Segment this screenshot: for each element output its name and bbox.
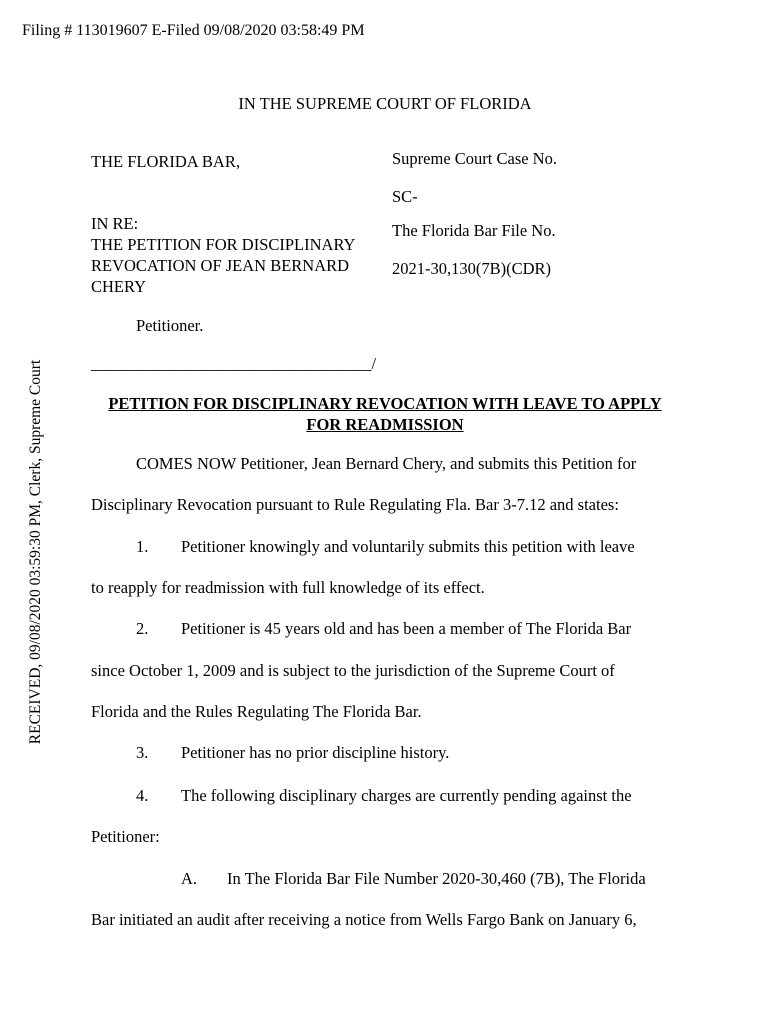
paragraph-number: 2. [136, 619, 149, 638]
bar-file-value: 2021-30,130(7B)(CDR) [392, 259, 552, 278]
paragraph-text: Florida and the Rules Regulating The Florida Bar. [91, 702, 422, 721]
in-re-line: THE PETITION FOR DISCIPLINARY [91, 235, 356, 254]
paragraph-number: 4. [136, 786, 149, 805]
paragraph-text: Petitioner knowingly and voluntarily submits this petition with leave [181, 537, 635, 556]
in-re-block [91, 214, 355, 297]
paragraph-text: Petitioner has no prior discipline history. [181, 743, 450, 762]
subparagraph-text: In The Florida Bar File Number 2020-30,460 (7B), The Florida [227, 869, 646, 888]
in-re-line: IN RE: [91, 214, 139, 233]
subparagraph-text: Bar initiated an audit after receiving a notice from Wells Fargo Bank on January 6, [91, 910, 637, 929]
in-re-line: CHERY [91, 277, 147, 296]
paragraph-number: 1. [136, 537, 149, 556]
paragraph-text: to reapply for readmission with full knowledge of its effect. [91, 578, 485, 597]
intro-line: Disciplinary Revocation pursuant to Rule Regulating Fla. Bar 3-7.12 and states: [91, 495, 619, 514]
paragraph-text: Petitioner: [91, 827, 160, 846]
court-heading: IN THE SUPREME COURT OF FLORIDA [238, 94, 532, 113]
paragraph-text: Petitioner is 45 years old and has been a member of The Florida Bar [181, 619, 632, 638]
intro-line: COMES NOW Petitioner, Jean Bernard Chery, and submits this Petition for [136, 454, 637, 473]
paragraph-number: 3. [136, 743, 149, 762]
party-name: THE FLORIDA BAR, [91, 152, 240, 171]
case-number-label: Supreme Court Case No. [392, 149, 557, 168]
filing-stamp: Filing # 113019607 E-Filed 09/08/2020 03:58:49 PM [22, 22, 365, 39]
subparagraph-label: A. [181, 869, 198, 888]
signature-line: __________________________________/ [91, 354, 377, 373]
paragraph-text: since October 1, 2009 and is subject to the jurisdiction of the Supreme Court of [91, 661, 615, 680]
party-role: Petitioner. [136, 316, 204, 335]
paragraph-text: The following disciplinary charges are currently pending against the [181, 786, 632, 805]
bar-file-label: The Florida Bar File No. [392, 221, 556, 240]
case-number-value: SC- [392, 187, 418, 206]
received-stamp: RECEIVED, 09/08/2020 03:59:30 PM, Clerk, Supreme Court [27, 359, 44, 745]
in-re-line: REVOCATION OF JEAN BERNARD [91, 256, 350, 275]
document-title: PETITION FOR DISCIPLINARY REVOCATION WITH LEAVE TO APPLY FOR READMISSION [108, 394, 662, 434]
